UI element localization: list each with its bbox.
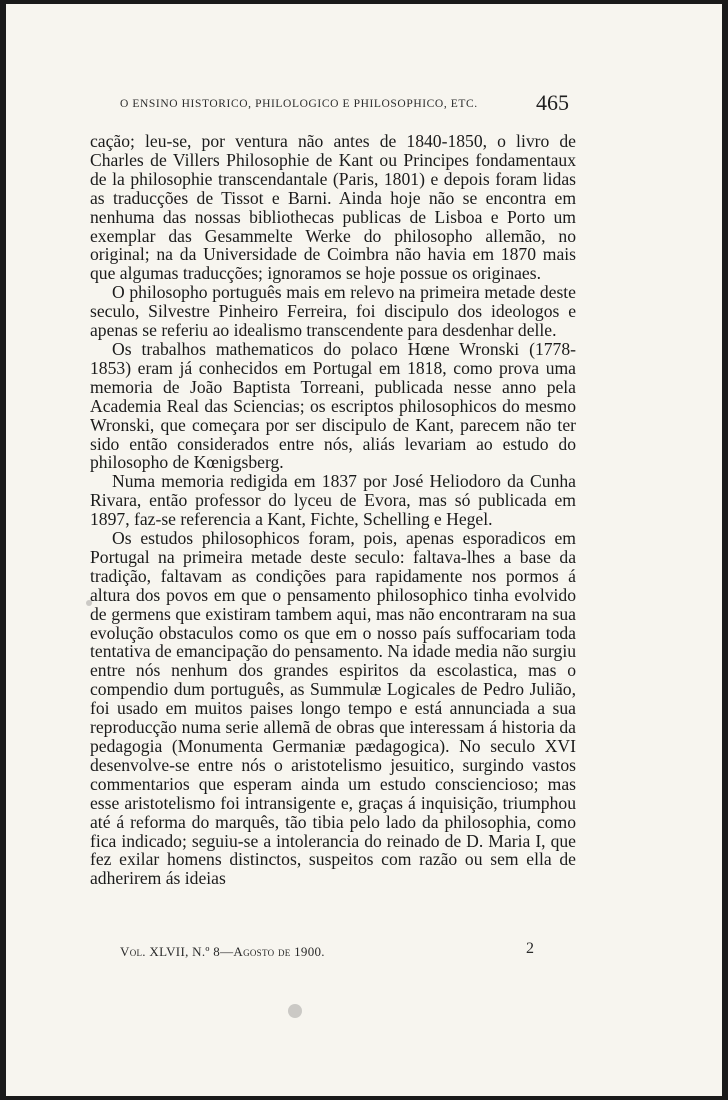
running-head: O ENSINO HISTORICO, PHILOLOGICO E PHILOSOPHICO, ETC. [120,98,478,110]
paragraph-1: cação; leu-se, por ventura não antes de 1840-1850, o livro de Charles de Villers Philosophie de Kant ou Principes fondamentaux de la philosophie transcendantale (Paris, 1801) e depois foram lidas as traducções de Tissot e Barni. Ainda hoje não se encontra em nenhuma das nossas bibliothecas publicas de Lisboa e Porto um exemplar das Gesammelte Werke do philosopho allemão, no original; na da Universidade de Coimbra não havia em 1870 mais que algumas traducções; ignoramos se hoje possue os originaes. [90,131,576,284]
body-text [90,132,576,888]
paragraph-3: Os trabalhos mathematicos do polaco Hœne Wronski (1778-1853) eram já conhecidos em Portugal em 1818, como prova uma memoria de João Baptista Torreani, publicada nesse anno pela Academia Real das Sciencias; os escriptos philosophicos do mesmo Wronski, que começara por ser discipulo de Kant, parecem não ter sido então considerados entre nós, aliás levariam ao estudo do philosopho de Kœnigsberg. [90,338,576,473]
paragraph-4: Numa memoria redigida em 1837 por José Heliodoro da Cunha Rivara, então professor do lyceu de Evora, mas só publicada em 1897, faz-se referencia a Kant, Fichte, Schelling e Hegel. [90,471,576,530]
paragraph-5: Os estudos philosophicos foram, pois, apenas esporadicos em Portugal na primeira metade deste seculo: faltava-lhes a base da tradição, faltavam as condições para rapidamente nos pormos á altura dos povos em que o pensamento philosophico tinha evolvido de germens que existiram tambem aqui, mas não encontraram na sua evolução obstaculos como os que em o nosso país suffocariam toda tentativa de emancipação do pensamento. Na idade media não surgiu entre nós nenhum dos grandes espiritos da escolastica, mas o compendio dum português, as Summulæ Logicales de Pedro Julião, foi usado em muitos paises longo tempo e está annunciada a sua reproducção numa serie allemã de obras que interessam á historia da pedagogia (Monumenta Germaniæ pædagogica). No seculo XVI desenvolve-se entre nós o aristotelismo jesuitico, surgindo vastos commentarios que esperam ainda um estudo consciencioso; mas esse aristotelismo foi intransigente e, graças á inquisição, triumphou até á reforma do marquês, tão tibia pelo lado da philosophia, como fica indicado; seguiu-se a intolerancia do reinado de D. Maria I, que fez exilar homens distinctos, suspeitos com razão ou sem ella de adherirem ás ideias [90,528,576,889]
page-number: 465 [536,90,569,115]
ink-dot [86,600,92,606]
ink-smudge [288,1004,302,1018]
page [6,4,722,1096]
signature-mark: 2 [526,940,534,957]
issue-footer: Vol. XLVII, N.º 8—Agosto de 1900. [120,944,325,959]
paragraph-2: O philosopho português mais em relevo na primeira metade deste seculo, Silvestre Pinheiro Ferreira, foi discipulo dos ideologos e apenas se referiu ao idealismo transcendente para desdenhar delle. [90,282,576,341]
